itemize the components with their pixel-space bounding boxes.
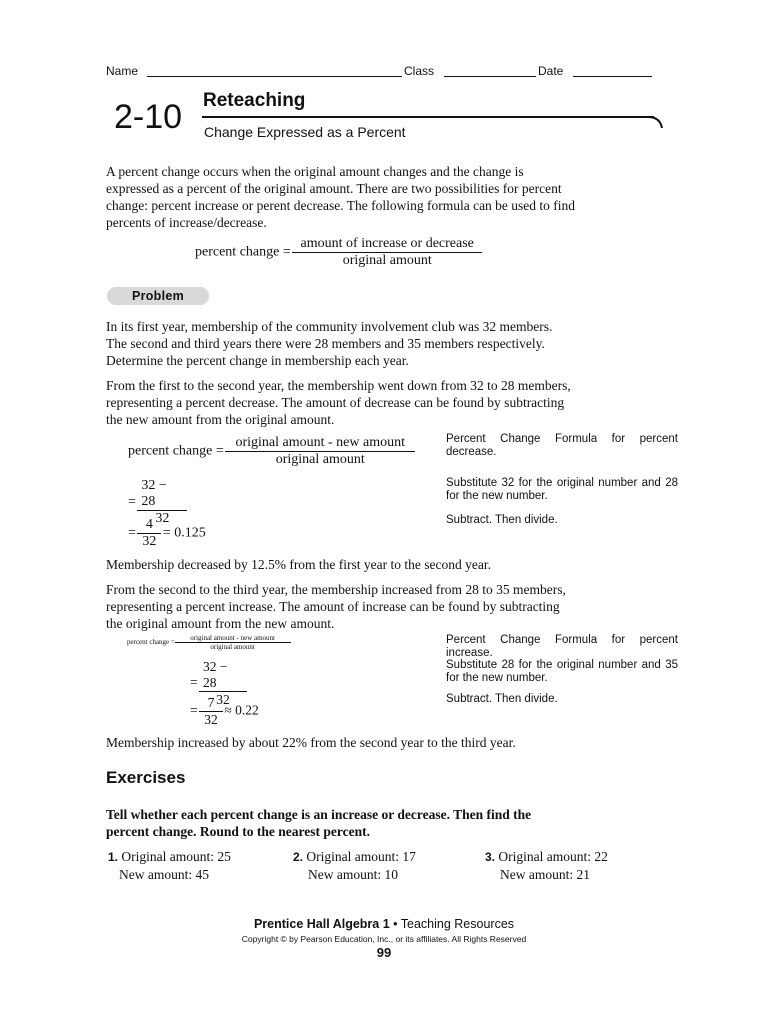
part1-step3-eq: = [128, 525, 136, 541]
part2-intro-line: representing a percent increase. The amount of increase can be found by subtracting [106, 599, 560, 614]
exercise-original: Original amount: 17 [306, 849, 416, 864]
part2-formula [127, 634, 289, 651]
exercise-item [485, 848, 608, 883]
exercise-item [293, 848, 416, 883]
part2-step-result [190, 695, 259, 728]
part1-intro [106, 377, 606, 428]
part1-formula [128, 435, 413, 468]
problem-statement [106, 318, 606, 369]
part1-intro-line: the new amount from the original amount. [106, 412, 335, 427]
part2-intro-line: From the second to the third year, the membership increased from 28 to 35 members, [106, 582, 566, 597]
part2-step2-denominator: 32 [199, 691, 247, 708]
part1-conclusion: Membership decreased by 12.5% from the first year to the second year. [106, 557, 491, 572]
part1-formula-fraction [227, 435, 413, 468]
date-line [573, 76, 652, 77]
part2-formula-numerator: original amount - new amount [190, 634, 275, 642]
exercise-new: New amount: 10 [308, 867, 398, 882]
intro-paragraph [106, 163, 606, 231]
intro-line: change: percent increase or perent decrease. The following formula can be used to find [106, 198, 576, 213]
statement-line: Determine the percent change in membership each year. [106, 353, 409, 368]
intro-line: A percent change occurs when the original amount changes and the change is [106, 164, 524, 179]
footer-book-title: Prentice Hall Algebra 1 [253, 917, 390, 931]
part1-step2-numerator: 32 − 28 [141, 478, 167, 509]
exercise-original: Original amount: 22 [498, 849, 608, 864]
part1-formula-lhs: percent change = [128, 443, 224, 459]
part1-step3-numerator: 4 [145, 517, 153, 532]
part2-intro [106, 581, 606, 632]
part2-note-formula: Percent Change Formula for percent increase. [446, 634, 678, 659]
part1-step-result [128, 517, 206, 550]
name-label: Name [106, 64, 139, 78]
part2-formula-lhs: percent change = [127, 638, 175, 647]
part2-step3-numerator: 7 [207, 695, 215, 710]
part2-step2-eq: = [190, 674, 198, 690]
part2-step3-fraction [201, 695, 221, 728]
general-formula [195, 236, 480, 269]
statement-line: In its first year, membership of the community involvement club was 32 members. [106, 319, 553, 334]
formula-denominator: original amount [292, 252, 482, 269]
intro-line: expressed as a percent of the original amount. There are two possibilities for percent [106, 181, 562, 196]
name-line [147, 76, 402, 77]
part1-step3-denominator: 32 [137, 533, 161, 550]
part1-step3-result: = 0.125 [162, 525, 206, 541]
part2-conclusion: Membership increased by about 22% from the second year to the third year. [106, 735, 516, 750]
part1-formula-numerator: original amount - new amount [235, 435, 405, 450]
part1-note-subtract: Subtract. Then divide. [446, 514, 558, 526]
part1-formula-denominator: original amount [225, 451, 415, 468]
lesson-subtitle: Change Expressed as a Percent [204, 124, 406, 140]
footer-bullet: • [389, 917, 401, 931]
footer-publisher [0, 917, 768, 931]
exercise-number: 2. [293, 850, 304, 864]
statement-line: The second and third years there were 28 members and 35 members respectively. [106, 336, 545, 351]
part1-intro-line: From the first to the second year, the membership went down from 32 to 28 members, [106, 378, 571, 393]
part1-intro-line: representing a percent decrease. The amount of decrease can be found by subtracting [106, 395, 565, 410]
part1-step2-eq: = [128, 494, 136, 510]
part2-step3-eq: = [190, 702, 198, 718]
part2-step3-denominator: 32 [199, 711, 223, 728]
part2-step2-numerator: 32 − 28 [203, 659, 228, 690]
part2-formula-denominator: original amount [175, 642, 291, 651]
formula-numerator: amount of increase or decrease [300, 236, 474, 251]
part1-step2-denominator: 32 [137, 510, 187, 527]
part2-intro-line: the original amount from the new amount. [106, 616, 335, 631]
formula-fraction [294, 236, 480, 269]
class-label: Class [404, 64, 435, 78]
instructions-line: Tell whether each percent change is an increase or decrease. Then find the [106, 807, 532, 822]
formula-lhs: percent change = [195, 244, 291, 260]
footer-copyright: Copyright © by Pearson Education, Inc., or its affiliates. All Rights Reserved [241, 934, 527, 944]
part1-note-substitute: Substitute 32 for the original number and 28 for the new number. [446, 477, 678, 502]
part1-step3-fraction [139, 517, 159, 550]
class-line [444, 76, 536, 77]
date-label: Date [538, 64, 564, 78]
exercise-number: 3. [485, 850, 496, 864]
lesson-number: 2-10 [114, 98, 183, 136]
page-number: 99 [376, 945, 392, 960]
intro-line: percents of increase/decrease. [106, 215, 267, 230]
instructions-line: percent change. Round to the nearest percent. [106, 824, 370, 839]
part2-step3-result: ≈ 0.22 [224, 702, 259, 718]
lesson-title: Reteaching [203, 90, 306, 111]
part1-note-formula: Percent Change Formula for percent decrease. [446, 433, 678, 458]
title-rule-curl [648, 116, 664, 130]
exercises-instructions [106, 806, 626, 840]
footer-resource: Teaching Resources [400, 917, 515, 931]
exercise-number: 1. [108, 850, 119, 864]
exercise-new: New amount: 45 [119, 867, 209, 882]
part2-formula-fraction [177, 634, 289, 651]
exercises-heading: Exercises [106, 768, 186, 787]
exercise-item [108, 848, 231, 883]
exercise-original: Original amount: 25 [121, 849, 231, 864]
part2-note-substitute: Substitute 28 for the original number and 35 for the new number. [446, 659, 678, 684]
title-rule [202, 116, 654, 118]
part2-note-subtract: Subtract. Then divide. [446, 693, 558, 705]
exercise-new: New amount: 21 [500, 867, 590, 882]
problem-badge: Problem [107, 287, 209, 305]
